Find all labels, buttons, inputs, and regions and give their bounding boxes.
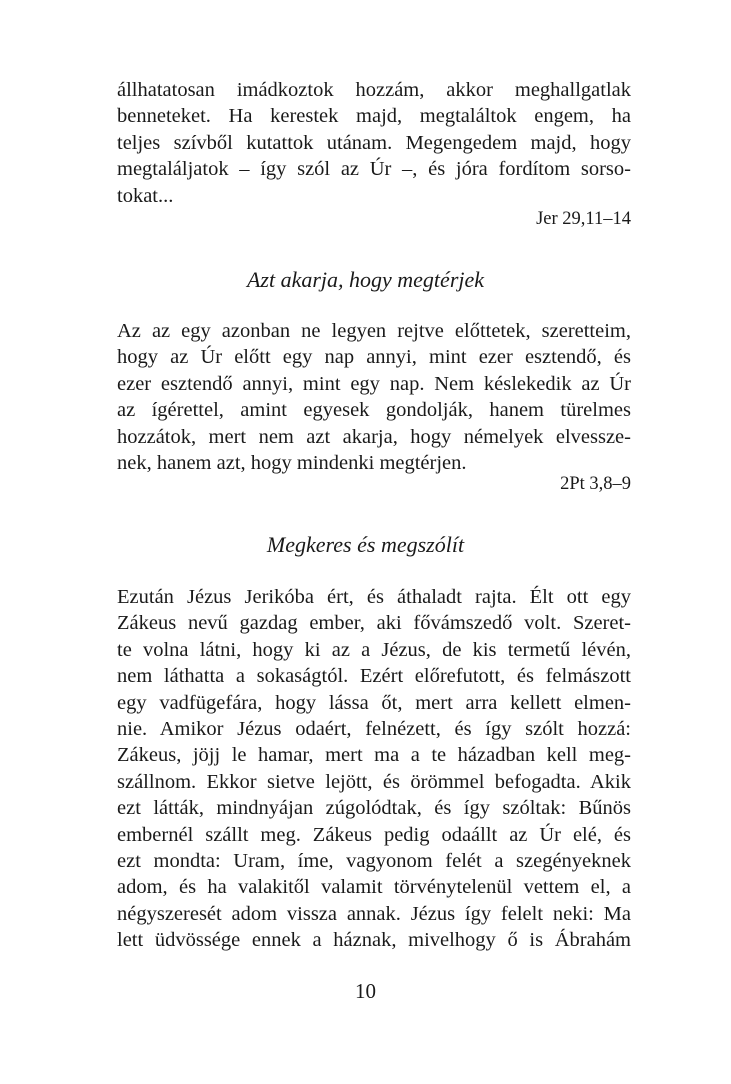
text-line: ezt mondta: Uram, íme, vagyonom felét a szegényeknek — [117, 849, 631, 872]
text-line: hogy az Úr előtt egy nap annyi, mint ezer esztendő, és — [117, 346, 631, 369]
text-line: szállnom. Ekkor sietve lejött, és örömmel befogadta. Akik — [117, 770, 631, 793]
text-line: Zákeus nevű gazdag ember, aki fővámszedő volt. Szeret- — [117, 612, 631, 635]
section-heading: Megkeres és megszólít — [266, 532, 465, 557]
text-line: lett üdvössége ennek a háznak, mivelhogy ő is Ábrahám — [117, 929, 631, 952]
text-line: embernél szállt meg. Zákeus pedig odaállt az Úr elé, és — [117, 823, 631, 846]
scripture-reference: 2Pt 3,8–9 — [560, 474, 631, 494]
text-line: megtaláljatok – így szól az Úr –, és jóra fordítom sorso- — [117, 158, 631, 181]
text-line: ezer esztendő annyi, mint egy nap. Nem késlekedik az Úr — [117, 372, 631, 395]
scripture-reference: Jer 29,11–14 — [536, 209, 631, 229]
paragraph-jeremiah — [117, 77, 631, 209]
section-heading: Azt akarja, hogy megtérjek — [246, 267, 485, 292]
text-line: Zákeus, jöjj le hamar, mert ma a te házadban kell meg- — [117, 744, 631, 767]
text-line: egy vadfügefára, hogy lássa őt, mert arra kellett elmen- — [117, 691, 631, 714]
text-line: négyszeresét adom vissza annak. Jézus így felelt neki: Ma — [117, 902, 631, 925]
reference-jeremiah-wrap — [117, 207, 631, 231]
text-line: ezt látták, mindnyájan zúgolódtak, és így szóltak: Bűnös — [117, 797, 631, 820]
text-line: adom, és ha valakitől valamit törvénytelenül vettem el, a — [117, 876, 631, 899]
text-line: Ezután Jézus Jerikóba ért, és áthaladt rajta. Élt ott egy — [117, 586, 631, 608]
text-line: nem láthatta a sokaságtól. Ezért előrefutott, és felmászott — [117, 665, 631, 688]
text-line: nie. Amikor Jézus odaért, felnézett, és így szólt hozzá: — [117, 717, 631, 740]
text-line: állhatatosan imádkoztok hozzám, akkor meghallgatlak — [117, 79, 631, 101]
paragraph-2-peter — [117, 318, 631, 476]
text-line: hozzátok, mert nem azt akarja, hogy némelyek elvessze- — [117, 425, 631, 448]
text-line: nek, hanem azt, hogy mindenki megtérjen. — [117, 451, 467, 474]
text-line: tokat... — [117, 184, 174, 207]
text-line: az ígérettel, amint egyesek gondolják, hanem türelmes — [117, 399, 631, 422]
text-line: Az az egy azonban ne legyen rejtve előttetek, szeretteim, — [117, 320, 631, 342]
text-line: teljes szívből kutattok utánam. Megengedem majd, hogy — [117, 131, 631, 154]
text-line: benneteket. Ha kerestek majd, megtaláltok engem, ha — [117, 105, 631, 128]
page-number: 10 — [355, 979, 376, 1003]
reference-peter-wrap — [117, 472, 631, 496]
paragraph-zacchaeus — [117, 584, 631, 953]
text-line: te volna látni, hogy ki az a Jézus, de kis termetű lévén, — [117, 638, 631, 661]
